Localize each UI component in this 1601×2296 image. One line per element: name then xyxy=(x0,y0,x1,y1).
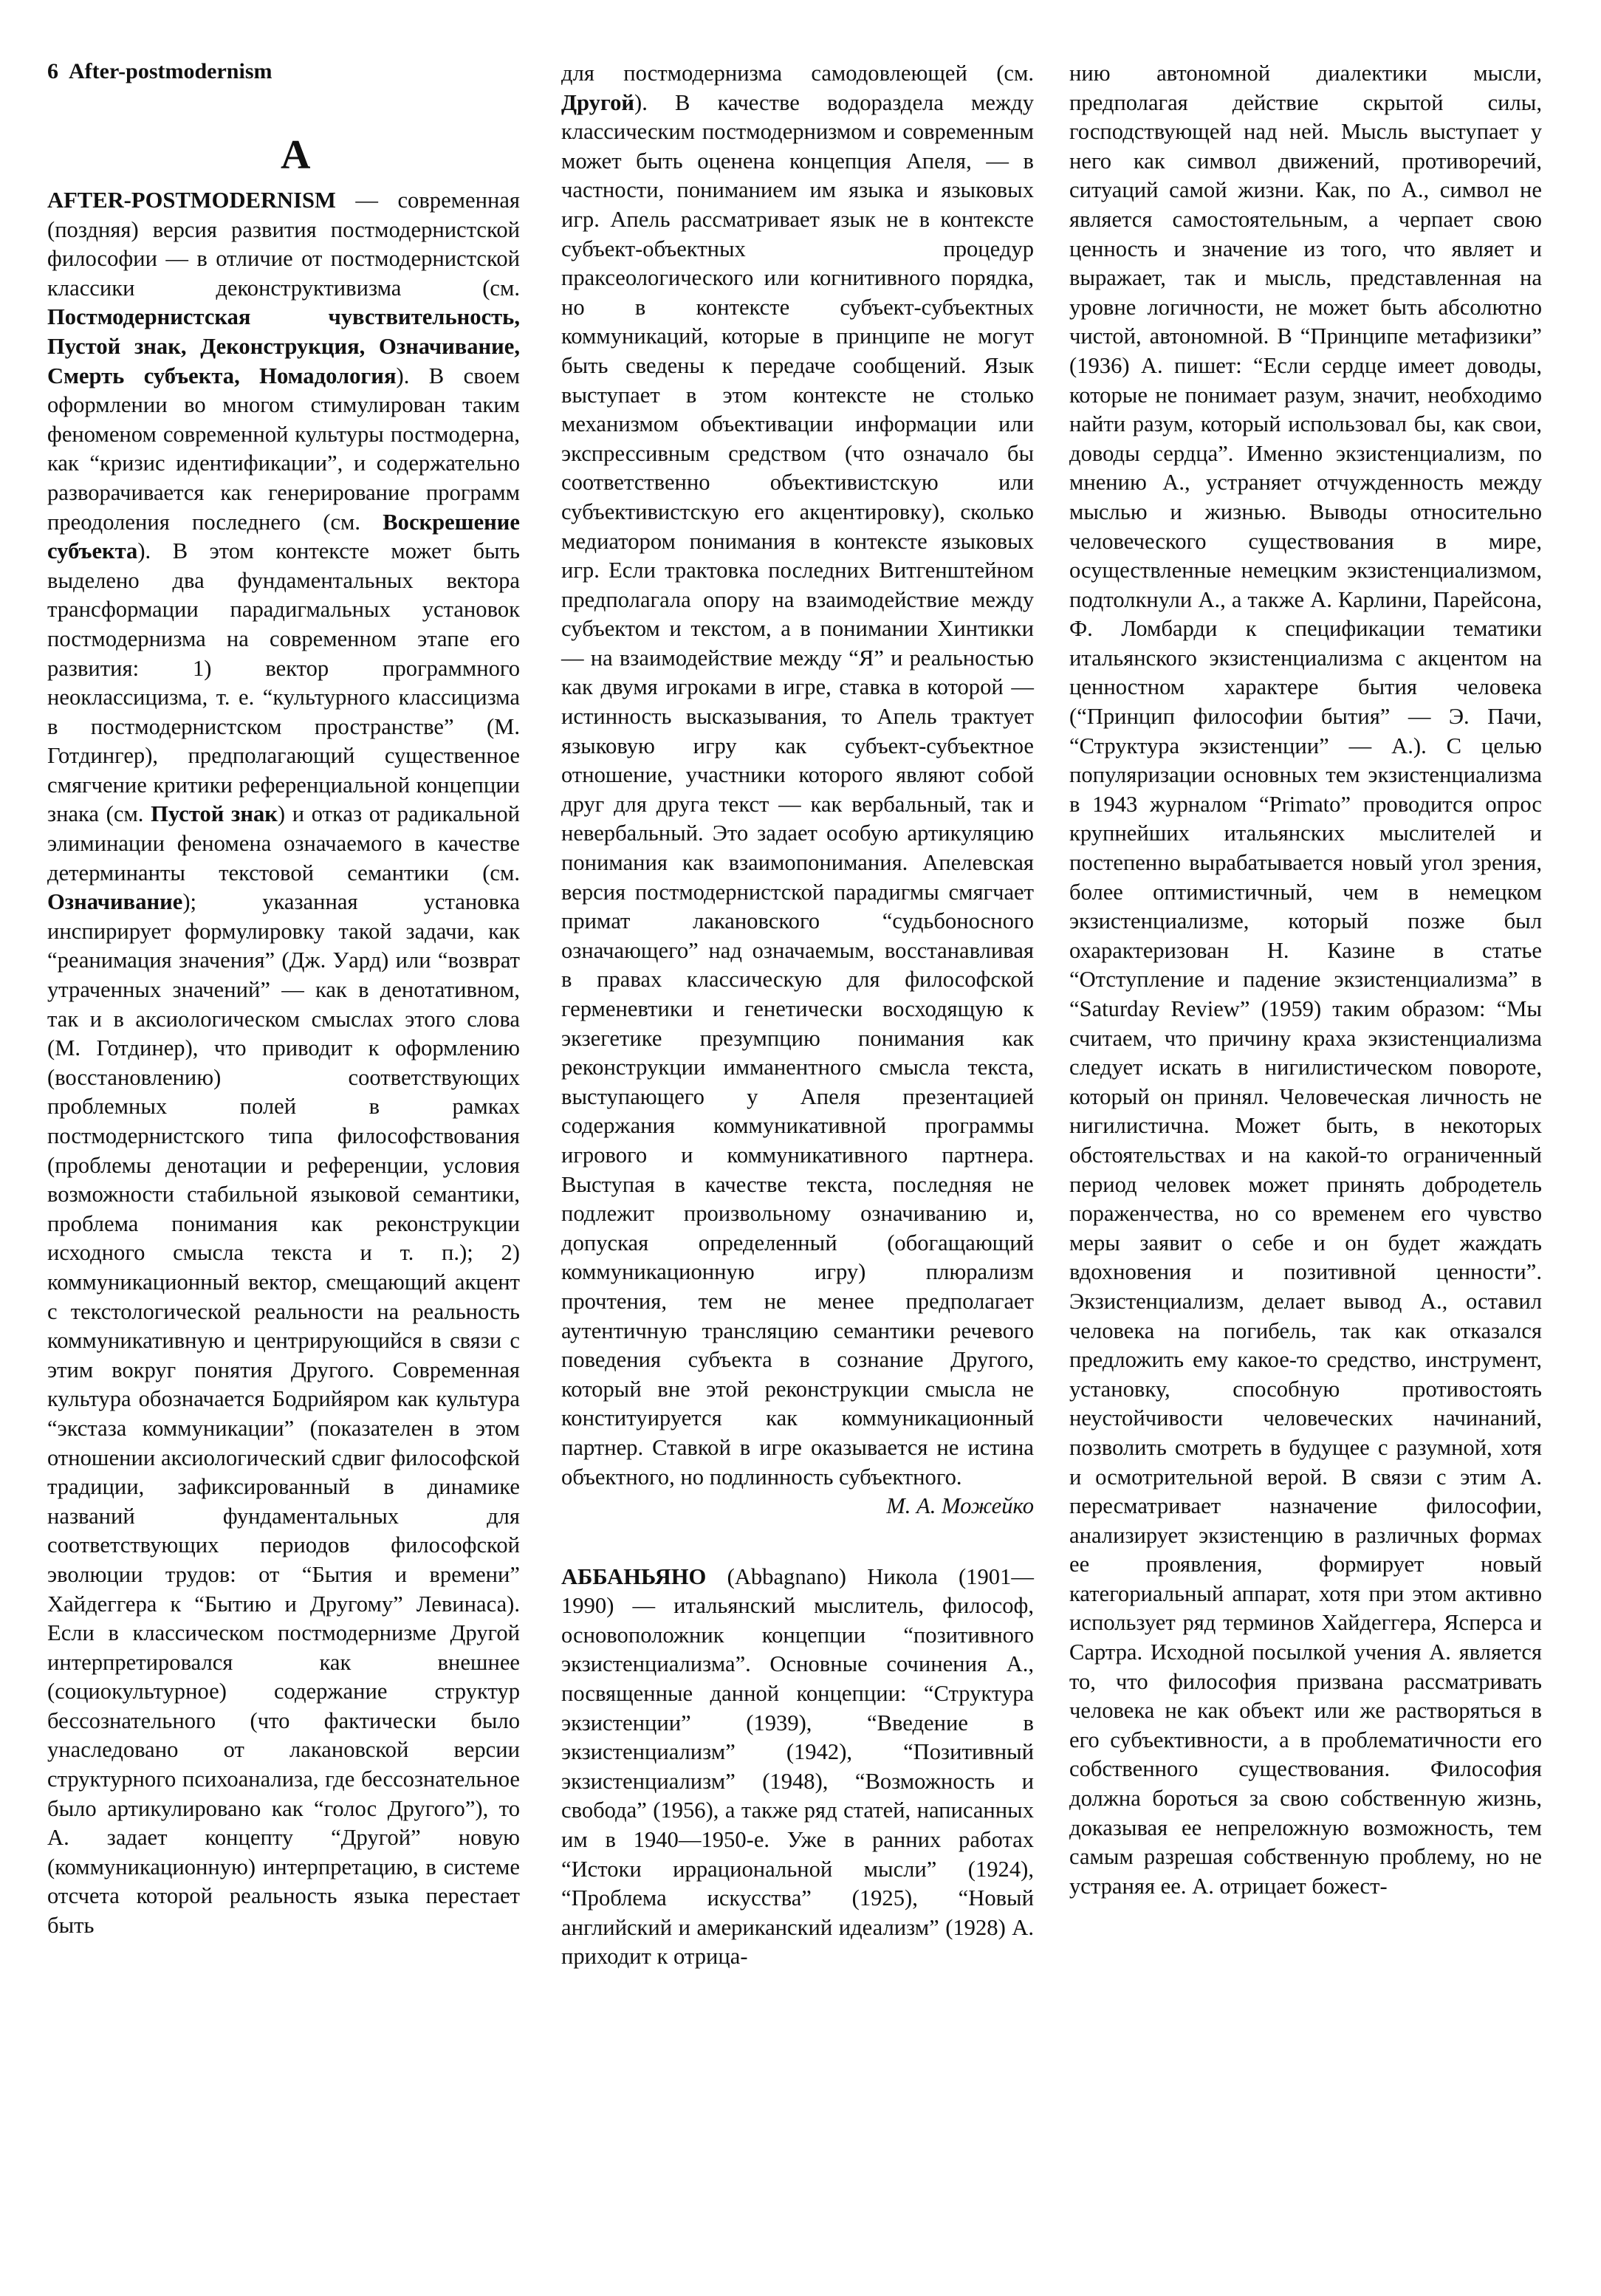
entry-author: М. А. Можейко xyxy=(886,1493,1034,1519)
entry-headword: АББАНЬЯНО xyxy=(561,1563,707,1589)
running-header xyxy=(47,59,272,84)
column-2 xyxy=(561,59,1034,1972)
column-1 xyxy=(47,186,520,1941)
cross-reference: Означивание xyxy=(47,889,183,915)
column-3 xyxy=(1069,59,1542,1901)
cross-reference: Пустой знак xyxy=(151,801,278,827)
page-number: 6 xyxy=(47,59,58,83)
running-title: After-postmodernism xyxy=(69,59,272,83)
cross-reference: Другой xyxy=(561,89,635,115)
entry-after-postmodernism: AFTER-POSTMODERNISM — современная (поздняя) версия развития постмодернистской философии — в отличие от постмодернистской классики деконструктивизма (см. Постмодернистская чувствительность, Пустой знак, Деконструкция, Означивание, Смерть субъекта, Номадология). В своем оформлении во многом стимулирован таким феноменом современной культуры постмодерна, как “кризис идентификации”, и содержательно разворачивается как генерирование программ преодоления последнего (см. Воскрешение субъекта). В этом контексте может быть выделено два фундаментальных вектора трансформации парадигмальных установок постмодернизма на современном этапе его развития: 1) вектор программного неоклассицизма, т. е. “культурного классицизма в постмодернистском пространстве” (М. Готдингер), предполагающий существенное смягчение критики референциальной концепции знака (см. Пустой знак) и отказ от радикальной элиминации феномена означаемого в качестве детерминанты текстовой семантики (см. Означивание); указанная установка инспирирует формулировку такой задачи, как “реанимация значения” (Дж. Уард) или “возврат утраченных значений” — как в денотативном, так и в аксиологическом смыслах этого слова (М. Готдинер), что приводит к оформлению (восстановлению) соответствующих проблемных полей в рамках постмодернистского типа философствования (проблемы денотации и референции, условия возможности стабильной языковой семантики, проблема понимания как реконструкции исходного смысла текста и т. п.); 2) коммуникационный вектор, смещающий акцент с текстологической реальности на реальность коммуникативную и центрирующийся в связи с этим вокруг понятия Другого. Современная культура обозначается Бодрийяром как культура “экстаза коммуникации” (показателен в этом отношении аксиологический сдвиг философской традиции, зафиксированный в динамике названий фундаментальных для соответствующих периодов философской эволюции трудов: от “Бытия и времени” Хайдеггера к “Бытию и Другому” Левинаса). Если в классическом постмодернизме Другой интерпретировался как внешнее (социокультурное) содержание структур бессознательного (что фактически было унаследовано от лакановской версии структурного психоанализа, где бессознательное было артикулировано как “голос Другого”), то А. задает концепту “Другой” новую (коммуникационную) интерпретацию, в системе отсчета которой реальность языка перестает быть xyxy=(47,188,520,1939)
section-letter: A xyxy=(281,132,311,178)
entry-headword: AFTER-POSTMODERNISM xyxy=(47,188,336,213)
entry-abbagnano-continuation: нию автономной диалектики мысли, предполагая действие скрытой силы, господствующей над ней. Мысль выступает у него как символ движений, противоречий, ситуаций самой жизни. Как, по А., символ не является самостоятельным, а черпает свою ценность и значение из того, что являет и выражает, так и мысль, представленная на уровне логичности, не может быть абсолютно чистой, автономной. В “Принципе метафизики” (1936) А. пишет: “Если сердце имеет доводы, которые не понимает разум, значит, необходимо найти разум, который использовал бы, как свои, доводы сердца”. Именно экзистенциализм, по мнению А., устраняет отчужденность между мыслью и жизнью. Выводы относительно человеческого существования в мире, осуществленные немецким экзистенциализмом, подтолкнули А., а также А. Карлини, Парейсона, Ф. Ломбарди к спецификации тематики итальянского экзистенциализма с акцентом на ценностном характере бытия человека (“Принцип философии бытия” — Э. Пачи, “Структура экзистенции” — А.). С целью популяризации основных тем экзистенциализма в 1943 журналом “Primato” проводится опрос крупнейших итальянских мыслителей и постепенно вырабатывается новый угол зрения, более оптимистичный, чем в немецком экзистенциализме, который позже был охарактеризован Н. Казине в статье “Отступление и падение экзистенциализма” в “Saturday Review” (1959) таким образом: “Мы считаем, что причину краха экзистенциализма следует искать в нигилистическом повороте, который он принял. Человеческая личность не нигилистична. Может быть, в некоторых обстоятельствах и на какой-то ограниченный период человек может принять добродетель пораженчества, но со временем его чувство меры заявит о себе и он будет жаждать вдохновения и позитивной ценности”. Экзистенциализм, делает вывод А., оставил человека на погибель, так как отказался предложить ему какое-то средство, инструмент, установку, способную противостоять неустойчивости человеческих начинаний, позволить смотреть в будущее с разумной, хотя и осмотрительной верой. В связи с этим А. пересматривает назначение философии, анализирует экзистенцию в различных формах ее проявления, формирует новый категориальный аппарат, хотя при этом активно использует ряд терминов Хайдеггера, Ясперса и Сартра. Исходной посылкой учения А. является то, что философия призвана рассматривать человека не как объект или же растворяться в его субъективности, а в проблематичности его собственного существования. Философия должна бороться за свою собственную жизнь, доказывая ее непреложную возможность, тем самым разрешая собственную проблему, но не устраняя ее. А. отрицает божест- xyxy=(1069,61,1542,1899)
entry-continuation: для постмодернизма самодовлеющей (см. Другой). В качестве водораздела между классическим постмодернизмом и современным может быть оценена концепция Апеля, — в частности, пониманием им языка и языковых игр. Апель рассматривает язык не в контексте субъект-объектных процедур праксеологического или когнитивного порядка, но в контексте субъект-субъектных коммуникаций, которые в принципе не могут быть сведены к передаче сообщений. Язык выступает в этом контексте не столько механизмом объективации информации или экспрессивным средством (что означало бы соответственно объективистскую или субъективистскую его акцентировку), сколько медиатором понимания в контексте языковых игр. Если трактовка последних Витгенштейном предполагала опору на взаимодействие между субъектом и текстом, а в понимании Хинтикки — на взаимодействие между “Я” и реальностью как двумя игроками в игре, ставка в которой — истинность высказывания, то Апель трактует языковую игру как субъект-субъектное отношение, участники которого являют собой друг для друга текст — как вербальный, так и невербальный. Это задает особую артикуляцию понимания как взаимопонимания. Апелевская версия постмодернистской парадигмы смягчает примат лакановского “судьбоносного означающего” над означаемым, восстанавливая в правах классическую для философской герменевтики и генетически восходящую к экзегетике презумпцию понимания как реконструкции имманентного смысла текста, выступающего у Апеля презентацией содержания коммуникативной программы игрового и коммуникативного партнера. Выступая в качестве текста, последняя не подлежит произвольному означиванию и, допуская определенный (обогащающий коммуникационную игру) плюрализм прочтения, тем не менее предполагает аутентичную трансляцию семантики речевого поведения субъекта в сознание Другого, который вне этой реконструкции смысла не конституируется как коммуникационный партнер. Ставкой в игре оказывается не истина объектного, но подлинность субъектного. xyxy=(561,61,1034,1490)
cross-reference: Воскрешение субъекта xyxy=(47,509,520,564)
entry-abbagnano: АББАНЬЯНО (Abbagnano) Никола (1901—1990) — итальянский мыслитель, философ, основоположник концепции “позитивного экзистенциализма”. Основные сочинения А., посвященные данной концепции: “Структура экзистенции” (1939), “Введение в экзистенциализм” (1942), “Позитивный экзистенциализм” (1948), “Возможность и свобода” (1956), а также ряд статей, написанных им в 1940—1950-е. Уже в ранних работах “Истоки иррациональной мысли” (1924), “Проблема искусства” (1925), “Новый английский и американский идеализм” (1928) А. приходит к отрица- xyxy=(561,1563,1034,1970)
cross-reference: Постмодернистская чувствительность, Пустой знак, Деконструкция, Означивание, Смерть субъекта, Номадология xyxy=(47,304,520,388)
